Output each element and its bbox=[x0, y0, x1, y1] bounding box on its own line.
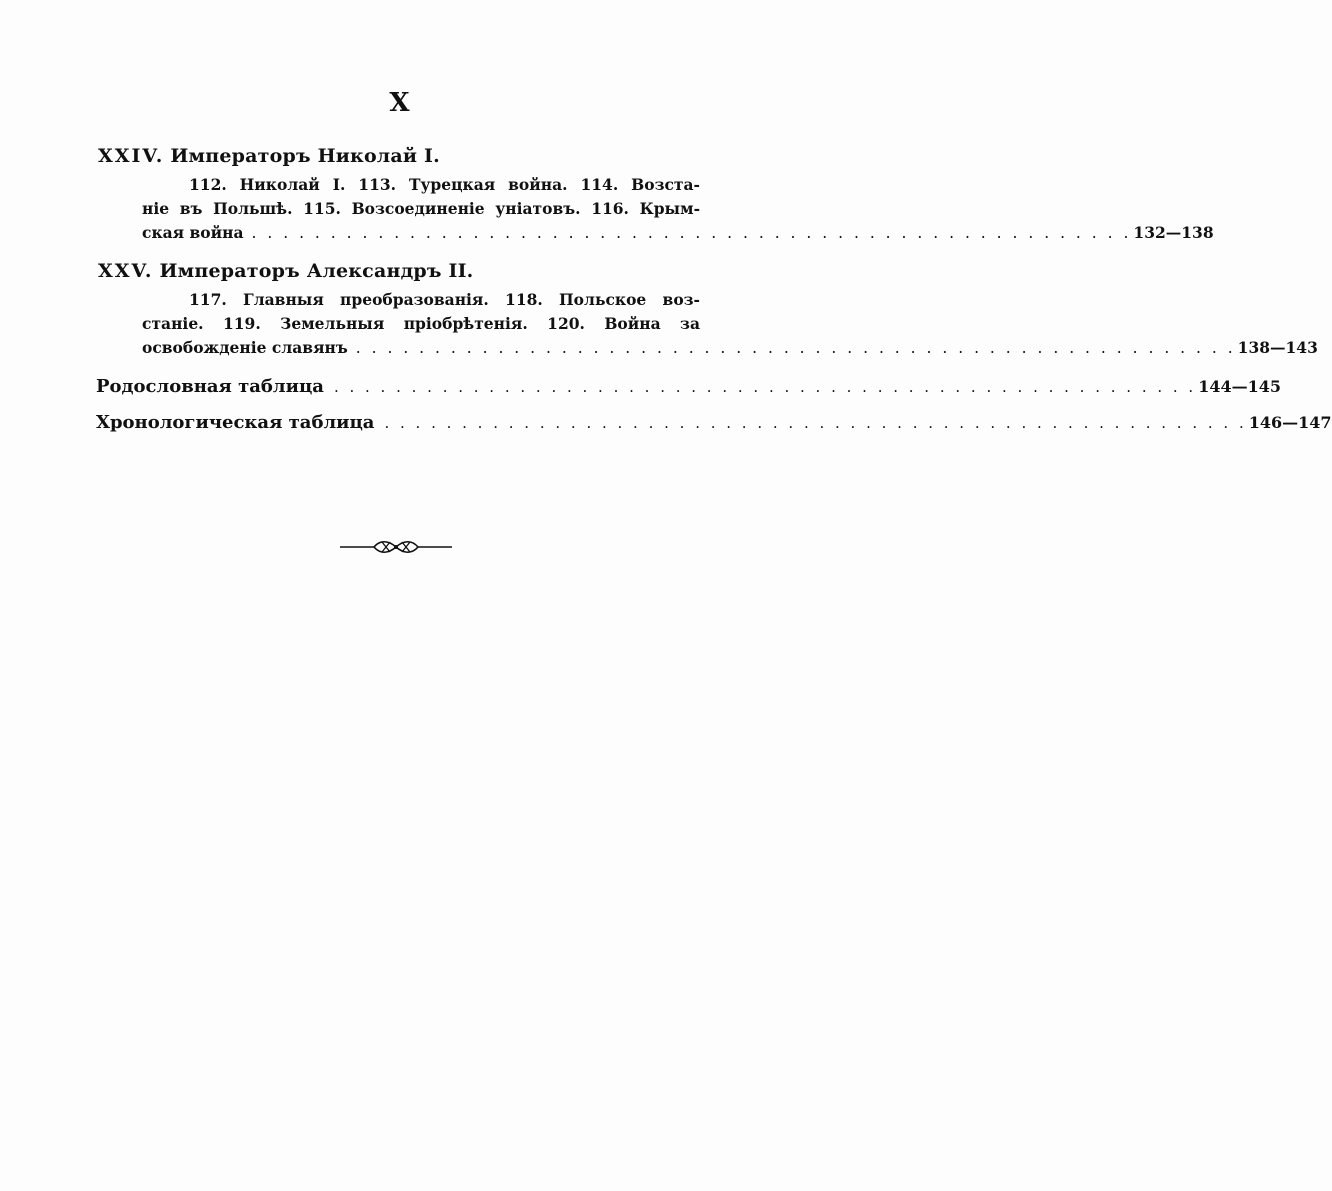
contents-last-line bbox=[142, 336, 1318, 360]
chapter-entry-25 bbox=[96, 257, 1318, 360]
chapter-title: Императоръ Николай I. bbox=[170, 145, 440, 167]
chapter-numeral: XXIV. bbox=[98, 145, 165, 167]
dot-leader: . . . . . . . . . . . . . . . . . . . . . . . . . . . . . . . . . . . . . . . . . . . . . . . . . . . . . . . . bbox=[384, 414, 1247, 432]
page-range: 138—143 bbox=[1237, 338, 1318, 357]
page-range: 146—147 bbox=[1248, 413, 1332, 432]
dot-leader: . . . . . . . . . . . . . . . . . . . . . . . . . . . . . . . . . . . . . . . . . . . . . . . . . . . . . . . . bbox=[251, 224, 1132, 242]
page-number: X bbox=[389, 88, 411, 118]
chapter-entry-24 bbox=[96, 142, 1214, 245]
page-range: 132—138 bbox=[1133, 223, 1214, 242]
chapter-title: Императоръ Александръ II. bbox=[159, 260, 474, 282]
appendix-entry-genealogy bbox=[96, 372, 1281, 402]
dot-leader: . . . . . . . . . . . . . . . . . . . . . . . . . . . . . . . . . . . . . . . . . . . . . . . . . . . . . . . . bbox=[333, 378, 1197, 396]
chapter-heading bbox=[98, 257, 700, 285]
chapter-heading bbox=[98, 142, 700, 170]
contents-line: станіе. 119. Земельныя пріобрѣтенія. 120. Война за bbox=[142, 314, 700, 333]
chapter-contents bbox=[142, 288, 1318, 360]
contents-line: 112. Николай I. 113. Турецкая война. 114. Возста- bbox=[189, 175, 700, 194]
appendix-entry-chronology bbox=[96, 408, 1332, 438]
contents-line: ніе въ Польшѣ. 115. Возсоединеніе уніатовъ. 116. Крым- bbox=[142, 199, 700, 218]
contents-line-text: ская война bbox=[142, 223, 244, 242]
contents-last-line bbox=[142, 221, 1214, 245]
contents-line: 117. Главныя преобразованія. 118. Польское воз- bbox=[189, 290, 700, 309]
appendix-title: Родословная таблица bbox=[96, 376, 324, 397]
table-of-contents bbox=[96, 142, 1332, 438]
chapter-numeral: XXV. bbox=[98, 260, 154, 282]
chapter-contents bbox=[142, 173, 1214, 245]
page-range: 144—145 bbox=[1198, 377, 1281, 396]
contents-line-text: освобожденіе славянъ bbox=[142, 338, 348, 357]
dot-leader: . . . . . . . . . . . . . . . . . . . . . . . . . . . . . . . . . . . . . . . . . . . . . . . . . . . . . . . . bbox=[355, 339, 1236, 357]
fleuron-ornament-icon bbox=[340, 538, 452, 556]
appendix-title: Хронологическая таблица bbox=[96, 412, 375, 433]
